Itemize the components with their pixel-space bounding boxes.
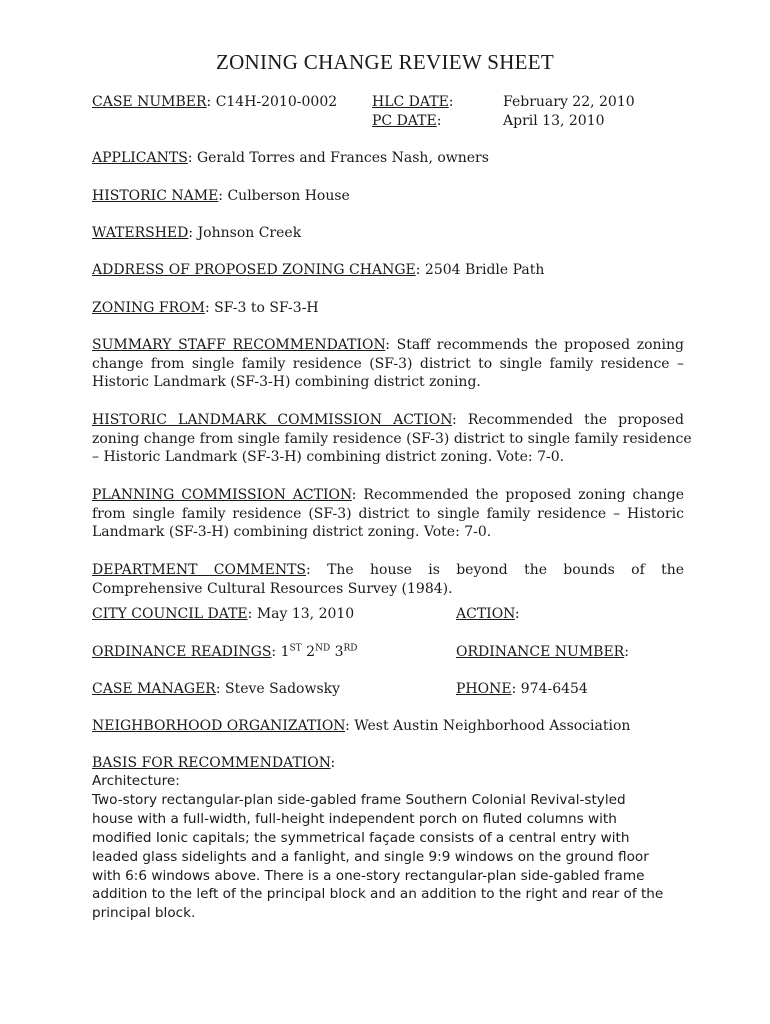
reading-second-suffix: ND <box>315 643 331 654</box>
dept-label: DEPARTMENT COMMENTS <box>92 562 307 578</box>
pc-action: PLANNING COMMISSION ACTION: Recommended the proposed zoning change from single family residence (SF-3) district to single family residence – Historic Landmark (SF-3-H) combining district zoning. Vote: 7-0. <box>92 487 684 540</box>
architecture-line: house with a full-width, full-height independent porch on fluted columns with <box>92 810 617 827</box>
summary-line: Historic Landmark (SF-3-H) combining district zoning. <box>92 374 481 390</box>
summary-line: Staff recommends the proposed zoning <box>396 337 684 353</box>
architecture-line: modified Ionic capitals; the symmetrical façade consists of a central entry with <box>92 829 630 846</box>
zoning-from-row: ZONING FROM: SF-3 to SF-3-H <box>92 300 319 316</box>
pc-action-line: from single family residence (SF-3) district to single family residence – Historic <box>92 505 684 522</box>
council-date-row: CITY COUNCIL DATE: May 13, 2010 <box>92 606 355 622</box>
hlc-date-label: HLC DATE <box>372 94 449 110</box>
phone-row: PHONE: 974-6454 <box>456 681 588 697</box>
case-manager-value: Steve Sadowsky <box>225 681 341 697</box>
neighborhood-value: West Austin Neighborhood Association <box>354 718 631 734</box>
neighborhood-label: NEIGHBORHOOD ORGANIZATION <box>92 718 346 734</box>
hlc-action-line: Recommended the proposed <box>467 412 685 428</box>
summary-label: SUMMARY STAFF RECOMMENDATION <box>92 337 386 353</box>
case-number-row: CASE NUMBER: C14H-2010-0002 <box>92 94 338 110</box>
applicants-value: Gerald Torres and Frances Nash, owners <box>196 150 489 166</box>
pc-action-label: PLANNING COMMISSION ACTION <box>92 487 352 503</box>
hlc-action-line: – Historic Landmark (SF-3-H) combining district zoning. Vote: 7-0. <box>92 449 565 465</box>
pc-date-label: PC DATE <box>372 113 437 129</box>
applicants-row: APPLICANTS: Gerald Torres and Frances Nash, owners <box>92 150 489 166</box>
document-title: ZONING CHANGE REVIEW SHEET <box>215 50 555 74</box>
ordinance-readings-label: ORDINANCE READINGS <box>92 644 272 660</box>
dept-line: Comprehensive Cultural Resources Survey (1984). <box>92 580 453 597</box>
phone-value: 974-6454 <box>520 681 588 697</box>
reading-third: 3 <box>334 644 344 660</box>
council-date-label: CITY COUNCIL DATE <box>92 606 248 622</box>
watershed-row: WATERSHED: Johnson Creek <box>92 225 302 241</box>
reading-first: 1 <box>280 644 290 660</box>
case-number-value: C14H-2010-0002 <box>215 94 338 110</box>
phone-label: PHONE <box>456 681 512 697</box>
ordinance-readings-row: ORDINANCE READINGS: 1ST 2ND 3RD <box>92 643 358 660</box>
architecture-label: Architecture: <box>92 773 180 789</box>
watershed-label: WATERSHED <box>92 225 189 241</box>
architecture-section <box>92 772 692 923</box>
basis-label: BASIS FOR RECOMMENDATION <box>92 755 331 771</box>
hlc-date-row: HLC DATE: <box>372 94 454 110</box>
hlc-action-line: zoning change from single family residence (SF-3) district to single family residence <box>92 430 692 447</box>
zoning-from-value: SF-3 to SF-3-H <box>214 300 319 316</box>
dept-line: The house is beyond the bounds of the <box>327 562 685 578</box>
case-manager-label: CASE MANAGER <box>92 681 216 697</box>
architecture-line: addition to the left of the principal block and an addition to the right and rear of the <box>92 886 664 903</box>
neighborhood-row: NEIGHBORHOOD ORGANIZATION: West Austin Neighborhood Association <box>92 718 631 734</box>
historic-name-label: HISTORIC NAME <box>92 188 219 204</box>
case-number-label: CASE NUMBER <box>92 94 207 110</box>
pc-date-value: April 13, 2010 <box>503 113 605 129</box>
hlc-action-label: HISTORIC LANDMARK COMMISSION ACTION <box>92 412 453 428</box>
reading-second: 2 <box>306 644 316 660</box>
action-row: ACTION: <box>456 606 520 622</box>
hlc-action: HISTORIC LANDMARK COMMISSION ACTION: Recommended the proposed zoning change from single family residence (SF-3) district to single family residence – Historic Landmark (SF-3-H) combining district zoning. Vote: 7-0. <box>92 412 692 465</box>
hlc-date-value: February 22, 2010 <box>503 94 635 110</box>
reading-first-suffix: ST <box>289 643 302 654</box>
summary-staff-recommendation: SUMMARY STAFF RECOMMENDATION: Staff recommends the proposed zoning change from single family residence (SF-3) district to single family residence – Historic Landmark (SF-3-H) combining district zoning. <box>92 337 684 390</box>
address-row: ADDRESS OF PROPOSED ZONING CHANGE: 2504 Bridle Path <box>92 262 545 278</box>
historic-name-value: Culberson House <box>227 188 350 204</box>
case-manager-row: CASE MANAGER: Steve Sadowsky <box>92 681 341 697</box>
ordinance-number-label: ORDINANCE NUMBER <box>456 644 625 660</box>
address-value: 2504 Bridle Path <box>424 262 545 278</box>
pc-action-line: Recommended the proposed zoning change <box>363 487 684 503</box>
reading-third-suffix: RD <box>343 643 358 654</box>
address-label: ADDRESS OF PROPOSED ZONING CHANGE <box>92 262 416 278</box>
basis-heading: BASIS FOR RECOMMENDATION: <box>92 755 336 771</box>
architecture-line: with 6:6 windows above. There is a one-story rectangular-plan side-gabled frame <box>92 867 645 884</box>
zoning-from-label: ZONING FROM <box>92 300 205 316</box>
ordinance-number-row: ORDINANCE NUMBER: <box>456 644 629 660</box>
pc-date-row: PC DATE: <box>372 113 442 129</box>
pc-action-line: Landmark (SF-3-H) combining district zoning. Vote: 7-0. <box>92 524 492 540</box>
department-comments: DEPARTMENT COMMENTS: The house is beyond the bounds of the Comprehensive Cultural Resources Survey (1984). <box>92 562 685 597</box>
architecture-line: principal block. <box>92 905 196 922</box>
council-date-value: May 13, 2010 <box>256 606 355 622</box>
summary-line: change from single family residence (SF-3) district to single family residence – <box>92 355 684 372</box>
historic-name-row: HISTORIC NAME: Culberson House <box>92 188 350 204</box>
watershed-value: Johnson Creek <box>197 225 302 241</box>
action-label: ACTION <box>456 606 515 622</box>
applicants-label: APPLICANTS <box>92 150 188 166</box>
architecture-line: leaded glass sidelights and a fanlight, and single 9:9 windows on the ground floor <box>92 848 649 865</box>
architecture-line: Two-story rectangular-plan side-gabled frame Southern Colonial Revival-styled <box>92 791 626 808</box>
